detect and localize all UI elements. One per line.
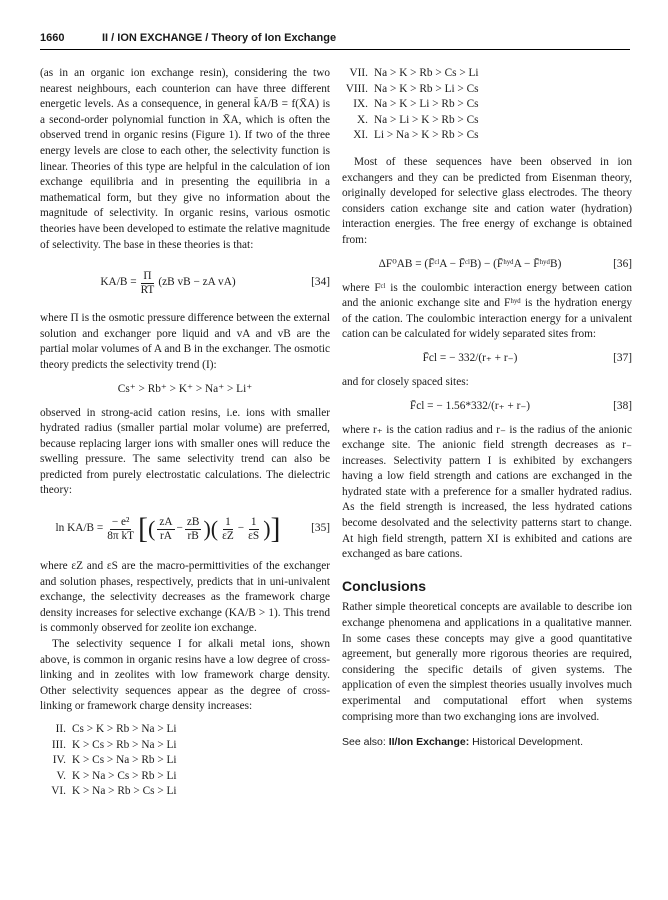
sequence-numeral: VII. (349, 67, 368, 79)
right-paragraph-3: and for closely spaced sites: (342, 375, 469, 388)
sequence-numeral: III. (51, 738, 66, 751)
sequence-numeral: X. (357, 113, 368, 126)
left-paragraph-4: where εZ and εS are the macro-permittivities of the exchanger and solution phases, respectively, predicts that in uni-univalent exchange, the selectivity decreases as the framework charge density increases for selective exchange (KA/B > 1). This trend is commonly observed for zeolite ion exchange. (40, 560, 330, 635)
sequence-text: K > Na > Cs > Rb > Li (72, 769, 177, 782)
list-item (40, 738, 330, 754)
list-item (342, 82, 632, 98)
left-paragraph-3: observed in strong-acid cation resins, i.e. ions with smaller hydrated radius (smaller partial molar volume) are preferred, because replacing larger ions with smaller ones will reduce the swelling pressure. The same selectivity trend can also be predicted from purely electrostatic calculations. The dielectric theory: (40, 406, 330, 497)
eq36-number: [36] (613, 257, 632, 270)
left-paragraph-5: The selectivity sequence I for alkali metal ions, shown above, is common in organic resins have a low degree of cross-linking and in zeolites with low framework charge density. Other selectivity sequences appear as the degree of cross-linking or framework charge density increases: (40, 638, 330, 713)
eq35-term-3 (220, 516, 236, 543)
eq35-term-4 (246, 516, 261, 543)
conclusions-paragraph: Rather simple theoretical concepts are available to describe ion exchange phenomena and applications in a qualitative manner. In some cases these concepts may give a good quantitative agreement, but generally more rigorous theories are required, considering the specific details of given systems. The application of even the simplest theories usually involves much experimental and computational effort when systems comprising more than two exchanging ions are involved. (342, 601, 632, 723)
list-item (342, 128, 632, 144)
sequence-text: Na > K > Rb > Cs > Li (374, 67, 479, 79)
equation-35 (40, 503, 330, 555)
equation-37 (342, 343, 632, 375)
eq38-number: [38] (613, 399, 632, 412)
sequence-text: Na > Li > K > Rb > Cs (374, 113, 479, 126)
eq35-close-paren-2: ) (263, 516, 271, 542)
sequence-text: K > Na > Rb > Cs > Li (72, 785, 177, 798)
equation-38 (342, 391, 632, 423)
list-item (40, 722, 330, 738)
left-paragraph-2: where Π is the osmotic pressure difference between the external solution and exchanger pore liquid and vA and vB are the partial molar volumes of A and B in the exchanger. The osmotic theory predicts the selectivity trend (I): (40, 312, 330, 371)
sequence-text: K > Cs > Rb > Na > Li (72, 738, 177, 751)
eq35-term-1-den: rA (159, 529, 172, 542)
sequence-text: Na > K > Li > Rb > Cs (374, 98, 479, 111)
eq35-prefactor-den: 8π kT (107, 529, 135, 542)
eq35-close-paren-1: ) (203, 516, 211, 542)
list-item (40, 769, 330, 785)
eq35-open-paren-2: ( (210, 516, 219, 542)
eq35-term-3-num: 1 (225, 515, 231, 528)
see-also (342, 735, 632, 751)
conclusions-heading: Conclusions (342, 577, 427, 594)
eq35-lhs: ln KA/B = (55, 522, 104, 535)
right-paragraph-1: Most of these sequences have been observed in ion exchangers and they can be predicted from Eisenman theory, originally developed for selective glass electrodes. The theory considers cation exchange site and cation water (hydration) interaction energies. The free energy of exchange is obtained from: (342, 155, 632, 246)
eq35-term-1-num: zA (159, 515, 173, 528)
sequence-text: Na > K > Rb > Li > Cs (374, 82, 479, 95)
sequence-list-right (342, 66, 632, 144)
eq35-term-2 (185, 516, 202, 543)
eq34-lhs: KA/B = (100, 276, 137, 289)
eq35-prefactor (105, 516, 136, 543)
right-paragraph-2: where Fᶜˡ is the coulombic interaction energy between cation and the anionic exchange site and Fʰʸᵈ is the hydration energy of the cation. The coulombic interaction energy for a univalent cation can be calculated for widely separated sites from: (342, 281, 632, 341)
eq35-minus-1: − (176, 522, 183, 535)
sequence-numeral: IX. (353, 98, 368, 111)
list-item (342, 113, 632, 129)
sequence-numeral: XI. (353, 129, 368, 142)
sequence-text: K > Cs > Na > Rb > Li (72, 754, 177, 767)
eq35-minus-2: − (237, 522, 245, 535)
eq35-term-3-den: εZ (222, 529, 234, 542)
eq34-number: [34] (311, 276, 330, 289)
right-column (342, 66, 632, 751)
eq38-text: F̄cl = − 1.56*332/(r₊ + r₋) (409, 399, 531, 412)
selectivity-trend-1 (40, 374, 330, 406)
see-also-title[interactable]: Historical Development. (472, 736, 584, 749)
sequence-numeral: VI. (51, 785, 66, 798)
see-also-label: See also: (342, 736, 386, 749)
list-item (40, 784, 330, 800)
sequence-numeral: VIII. (345, 82, 368, 95)
eq35-open-bracket: [ (138, 512, 149, 546)
eq34-numerator: Π (143, 269, 152, 282)
left-column (40, 66, 330, 800)
sequence-numeral: V. (56, 769, 66, 782)
sequence-text: Cs > K > Rb > Na > Li (72, 723, 177, 735)
page-number: 1660 (40, 32, 65, 44)
eq37-text: F̄cl = − 332/(r₊ + r₋) (422, 352, 518, 365)
header-rule (40, 49, 630, 50)
right-paragraph-4: where r₊ is the cation radius and r₋ is the radius of the anionic exchange site. The anionic field strength decreases as r₋ increases. Selectivity pattern I is exhibited by exchangers having a low field strength and cations are exchanged in the hydrated state with a preference for a smaller hydrated radius. As the field strength is increased, the less hydrated cations become desolvated and the selectivity patterns start to change. At high field strength, pattern XI is exhibited and cations are exchanged as bare cations. (342, 423, 632, 561)
equation-34 (40, 261, 330, 305)
running-header (40, 28, 630, 50)
eq37-number: [37] (613, 352, 632, 365)
list-item (342, 97, 632, 113)
eq34-denominator: RT (140, 283, 155, 296)
eq35-term-4-num: 1 (250, 515, 257, 528)
eq35-term-4-den: εS (248, 529, 260, 542)
eq35-term-2-num: zB (186, 515, 200, 528)
sequence-list-left (40, 722, 330, 800)
sequence-text: Li > Na > K > Rb > Cs (374, 129, 479, 142)
eq35-open-paren-1: ( (148, 516, 156, 542)
see-also-ref[interactable]: II/Ion Exchange: (388, 736, 470, 749)
eq35-number: [35] (311, 522, 330, 535)
list-item (40, 753, 330, 769)
sequence-numeral: II. (55, 723, 66, 735)
eq35-term-2-den: rB (187, 529, 199, 542)
eq34-rhs: (zB vB − zA vA) (158, 276, 236, 289)
eq36-text: ΔF⁰AB = (F̄ᶜˡA − F̄ᶜˡB) − (F̄ʰʸᵈA − F̄ʰʸᵈB) (378, 257, 562, 270)
list-item (342, 66, 632, 82)
running-title: II / ION EXCHANGE / Theory of Ion Exchange (102, 32, 337, 44)
sequence-numeral: IV. (52, 754, 66, 767)
eq34-fraction (139, 270, 157, 297)
left-paragraph-1: (as in an organic ion exchange resin), considering the two nearest neighbours, each counterion can have three different energetic levels. As a consequence, in general k̄A/B = f(X̄A) is a second-order polynomial function in X̄A, which is often the observed trend in organic resins (Figure 1). If two of the three energy levels are close to each other, the selectivity function is linear. Theories of this type are helpful in the calculation of ion exchange equilibria and in presenting the equilibria in a mathematical form, but they give no information about the magnitude of selectivity. In organic resins, various osmotic theories have been developed to estimate the relative magnitude of selectivity. The base in these theories is that: (40, 67, 330, 251)
trend-1-text: Cs⁺ > Rb⁺ > K⁺ > Na⁺ > Li⁺ (117, 382, 253, 395)
eq35-close-bracket: ] (270, 512, 281, 546)
eq35-prefactor-num: − e² (111, 515, 130, 528)
eq35-term-1 (157, 516, 174, 543)
equation-36 (342, 249, 632, 281)
